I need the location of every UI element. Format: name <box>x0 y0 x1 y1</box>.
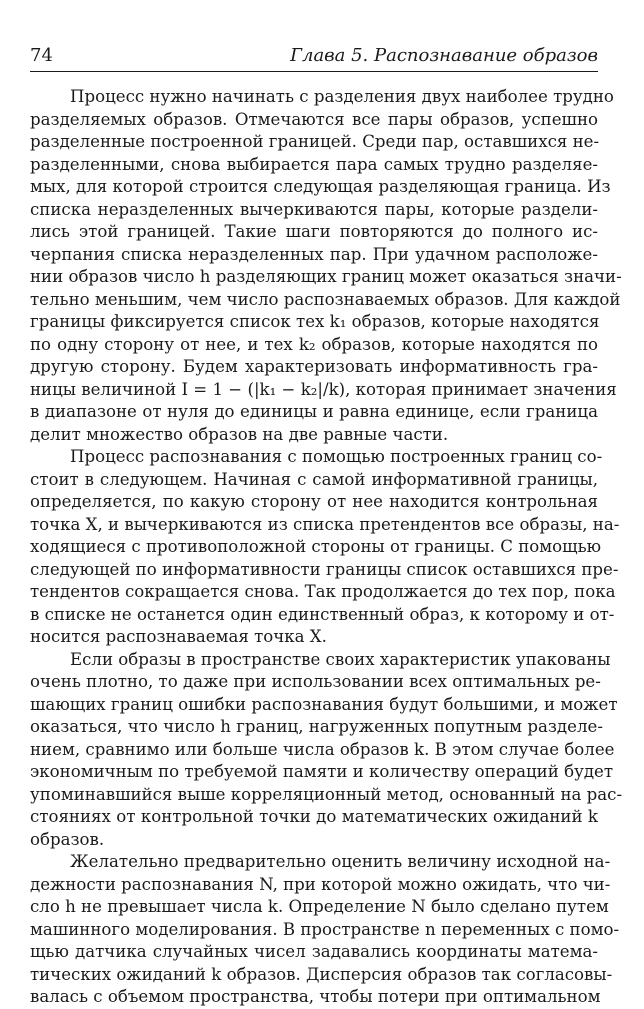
text-line: границы фиксируется список тех k₁ образов, которые находятся <box>30 312 600 331</box>
text-line: нии образов число h разделяющих границ может оказаться значи- <box>30 267 622 286</box>
text-line: образов. <box>30 829 105 849</box>
paragraph <box>30 851 620 1009</box>
text-line: точка X, и вычеркиваются из списка претендентов все образы, на- <box>30 514 620 534</box>
text-line: определяется, по какую сторону от нее находится контрольная <box>30 492 598 511</box>
text-line: носится распознаваемая точка X. <box>30 627 327 646</box>
text-line: щью датчика случайных чисел задавались координаты матема- <box>30 942 598 961</box>
running-title: Глава 5. Распознавание образов <box>290 45 598 66</box>
text-line: Если образы в пространстве своих характеристик упакованы <box>70 649 611 669</box>
text-line: списка неразделенных вычеркиваются пары, которые раздели- <box>30 199 598 219</box>
text-line: лись этой границей. Такие шаги повторяются до полного ис- <box>30 222 598 241</box>
text-line: упоминавшийся выше корреляционный метод, основанный на рас- <box>30 784 623 804</box>
text-line: следующей по информативности границы список оставшихся пре- <box>30 559 619 579</box>
paragraph <box>30 446 620 649</box>
text-line: в списке не останется один единственный образ, к которому и от- <box>30 604 615 624</box>
text-line: в диапазоне от нуля до единицы и равна единице, если граница <box>30 402 598 421</box>
text-line: валась с объемом пространства, чтобы потери при оптимальном <box>30 987 601 1006</box>
text-line: Желательно предварительно оценить величину исходной на- <box>70 852 611 871</box>
text-line: шающих границ ошибки распознавания будут большими, и может <box>30 694 618 714</box>
paragraph <box>30 649 623 852</box>
paragraph <box>30 86 622 446</box>
text-line: ходящиеся с противоположной стороны от границы. С помощью <box>30 537 602 556</box>
text-line: по одну сторону от нее, и тех k₂ образов, которые находятся по <box>30 334 598 354</box>
text-line: черпания списка неразделенных пар. При удачном расположе- <box>30 244 598 264</box>
text-line: Процесс нужно начинать с разделения двух наиболее трудно <box>70 87 614 106</box>
text-line: нием, сравнимо или больше числа образов k. В этом случае более <box>30 739 615 759</box>
text-line: разделенные построенной границей. Среди пар, оставшихся не- <box>30 132 600 151</box>
header-rule <box>30 71 598 72</box>
page-number: 74 <box>30 45 53 66</box>
text-line: тических ожиданий k образов. Дисперсия образов так согласовы- <box>30 964 613 984</box>
text-line: стоит в следующем. Начиная с самой информативной границы, <box>30 469 598 489</box>
text-line: тендентов сокращается снова. Так продолжается до тех пор, пока <box>30 582 616 601</box>
body-text <box>30 86 623 1009</box>
text-line: машинного моделирования. В пространстве n переменных с помо- <box>30 919 620 939</box>
text-line: тельно меньшим, чем число распознаваемых образов. Для каждой <box>30 289 621 309</box>
text-line: экономичным по требуемой памяти и количеству операций будет <box>30 762 614 781</box>
page-header <box>30 44 598 68</box>
text-line: дежности распознавания N, при которой можно ожидать, что чи- <box>30 874 611 894</box>
text-line: очень плотно, то даже при использовании всех оптимальных ре- <box>30 672 601 691</box>
text-line: оказаться, что число h границ, нагруженных попутным разделе- <box>30 717 603 736</box>
text-line: разделяемых образов. Отмечаются все пары образов, успешно <box>30 109 598 129</box>
text-line: ницы величиной I = 1 − (|k₁ − k₂|/k), которая принимает значения <box>30 379 617 399</box>
text-line: стояниях от контрольной точки до математических ожиданий k <box>30 807 598 826</box>
text-line: мых, для которой строится следующая разделяющая граница. Из <box>30 177 611 196</box>
text-line: Процесс распознавания с помощью построенных границ со- <box>70 447 603 466</box>
text-line: сло h не превышает числа k. Определение N было сделано путем <box>30 897 609 916</box>
text-line: разделенными, снова выбирается пара самых трудно разделяе- <box>30 154 598 174</box>
text-line: другую сторону. Будем характеризовать информативность гра- <box>30 357 598 376</box>
text-line: делит множество образов на две равные части. <box>30 424 449 444</box>
